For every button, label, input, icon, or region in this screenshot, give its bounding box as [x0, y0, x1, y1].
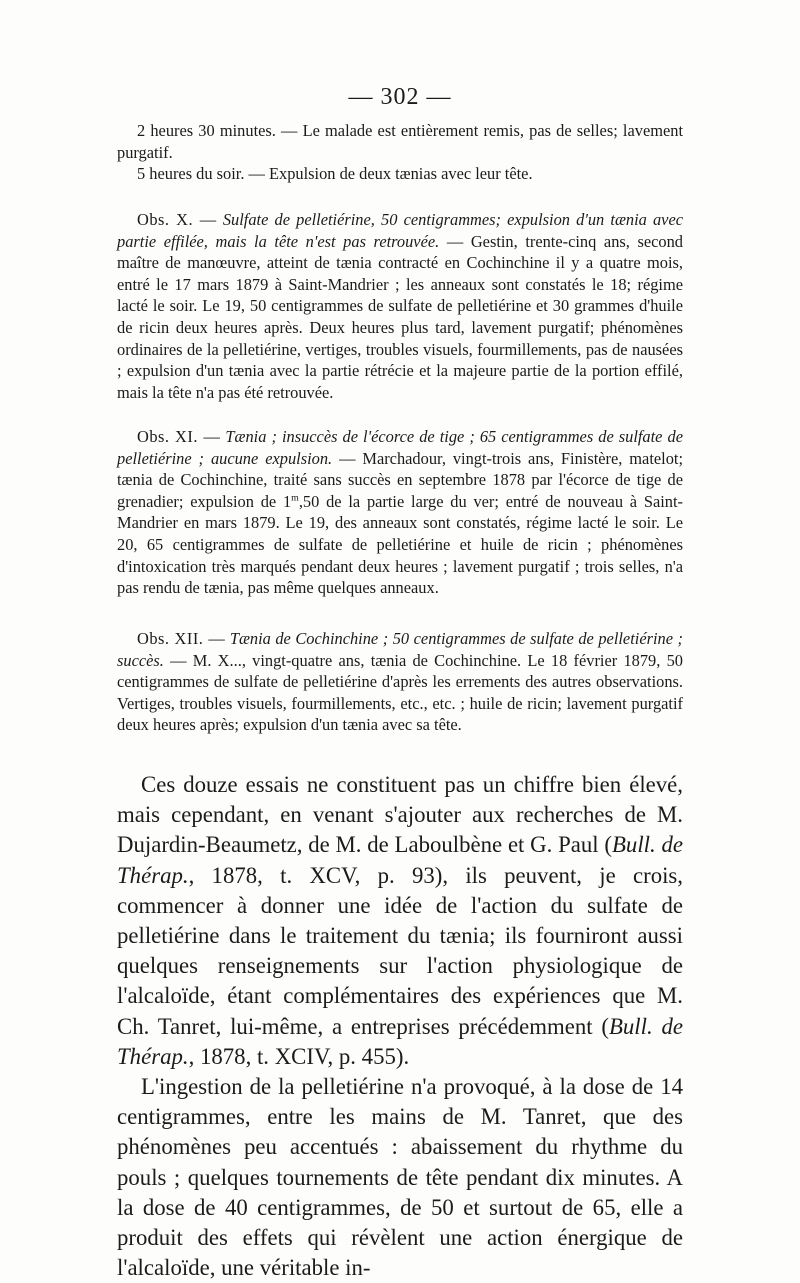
observation-body: — Marchadour, vingt-trois ans, Finistère, matelot; tænia de Cochinchine, traité sans succès en septembre 1878 par l'écorce de tige de grenadier; expulsion de 1	[117, 448, 684, 511]
observation-title: Tænia ; insuccès de l'écorce de tige ; 65 centigrammes de sulfate de pelletiérine ; aucune expulsion.	[117, 427, 683, 468]
observation-body: — M. X..., vingt-quatre ans, tænia de Cochinchine. Le 18 février 1879, 50 centigrammes de sulfate de pelletiérine d'après les errements des autres observations. Vertiges, troubles visuels, fourmillements, etc., etc. ; huile de ricin; lavement purgatif deux heures après; expulsion d'un tænia avec sa tête.	[117, 650, 683, 735]
intro-block	[117, 120, 683, 185]
observation-label: Obs. X. —	[137, 210, 217, 229]
observation-label: Obs. XII. —	[137, 629, 226, 648]
observation-title: Sulfate de pelletiérine, 50 centigrammes; expulsion d'un tænia avec partie effilée, mais la tête n'est pas retrouvée.	[117, 210, 683, 251]
page-number: — 302 —	[348, 84, 452, 110]
citation: Bull. de Thérap.	[117, 1013, 683, 1069]
superscript-unit: m	[291, 492, 299, 504]
intro-line-2: 5 heures du soir. — Expulsion de deux tænias avec leur tête.	[137, 164, 533, 184]
observation-body: — Gestin, trente-cinq ans, second maître de manœuvre, atteint de tænia contracté en Cochinchine il y a quatre mois, entré le 17 mars 1879 à Saint-Mandrier ; les anneaux sont constatés le 18; régime lacté le soir. Le 19, 50 centigrammes de sulfate de pelletiérine et 30 grammes d'huile de ricin deux heures après. Deux heures plus tard, lavement purgatif; phénomènes ordinaires de la pelletiérine, vertiges, troubles visuels, fourmillements, pas de nausées ; expulsion d'un tænia avec la partie rétrécie et la majeure partie de la portion effilé, mais la tête n'a pas été retrouvée.	[117, 231, 683, 402]
paragraph-2: L'ingestion de la pelletiérine n'a provoqué, à la dose de 14 centigrammes, entre les mains de M. Tanret, que des phénomènes peu accentués : abaissement du rhythme du pouls ; quelques tournements de tête pendant dix minutes. A la dose de 40 centigrammes, de 50 et surtout de 65, elle a produit des effets qui révèlent une action énergique de l'alcaloïde, une véritable in-	[117, 1074, 683, 1281]
citation: Bull. de Thérap.	[117, 832, 683, 888]
observation-10	[117, 209, 683, 403]
observation-body-cont: ,50 de la partie large du ver; entré de nouveau à Saint-Mandrier en mars 1879. Le 19, des anneaux sont constatés, régime lacté le soir. Le 20, 65 centigrammes de sulfate de pelletiérine et huile de ricin ; phénomènes d'intoxication très marqués pendant deux heures ; lavement purgatif ; trois selles, n'a pas rendu de tænia, pas même quelques anneaux.	[117, 491, 683, 598]
intro-line-1: 2 heures 30 minutes. — Le malade est entièrement remis, pas de selles; lavement purgatif.	[117, 121, 683, 162]
observation-title: Tænia de Cochinchine ; 50 centigrammes de sulfate de pelletiérine ; succès.	[117, 629, 683, 670]
paragraph-1: Ces douze essais ne constituent pas un chiffre bien élevé, mais cependant, en venant s'ajouter aux recherches de M. Dujardin-Beaumetz, de M. de Laboulbène et G. Paul (Bull. de Thérap., 1878, t. XCV, p. 93), ils peuvent, je crois, commencer à donner une idée de l'action du sulfate de pelletiérine dans le traitement du tænia; ils fourniront aussi quelques renseignements sur l'action physiologique de l'alcaloïde, étant complémentaires des expériences que M. Ch. Tanret, lui-même, a entreprises précédemment (Bull. de Thérap., 1878, t. XCIV, p. 455).	[117, 772, 683, 1069]
observation-label: Obs. XI. —	[137, 427, 221, 446]
observation-12	[117, 628, 683, 736]
observation-11	[117, 426, 683, 599]
main-text	[117, 770, 683, 1283]
